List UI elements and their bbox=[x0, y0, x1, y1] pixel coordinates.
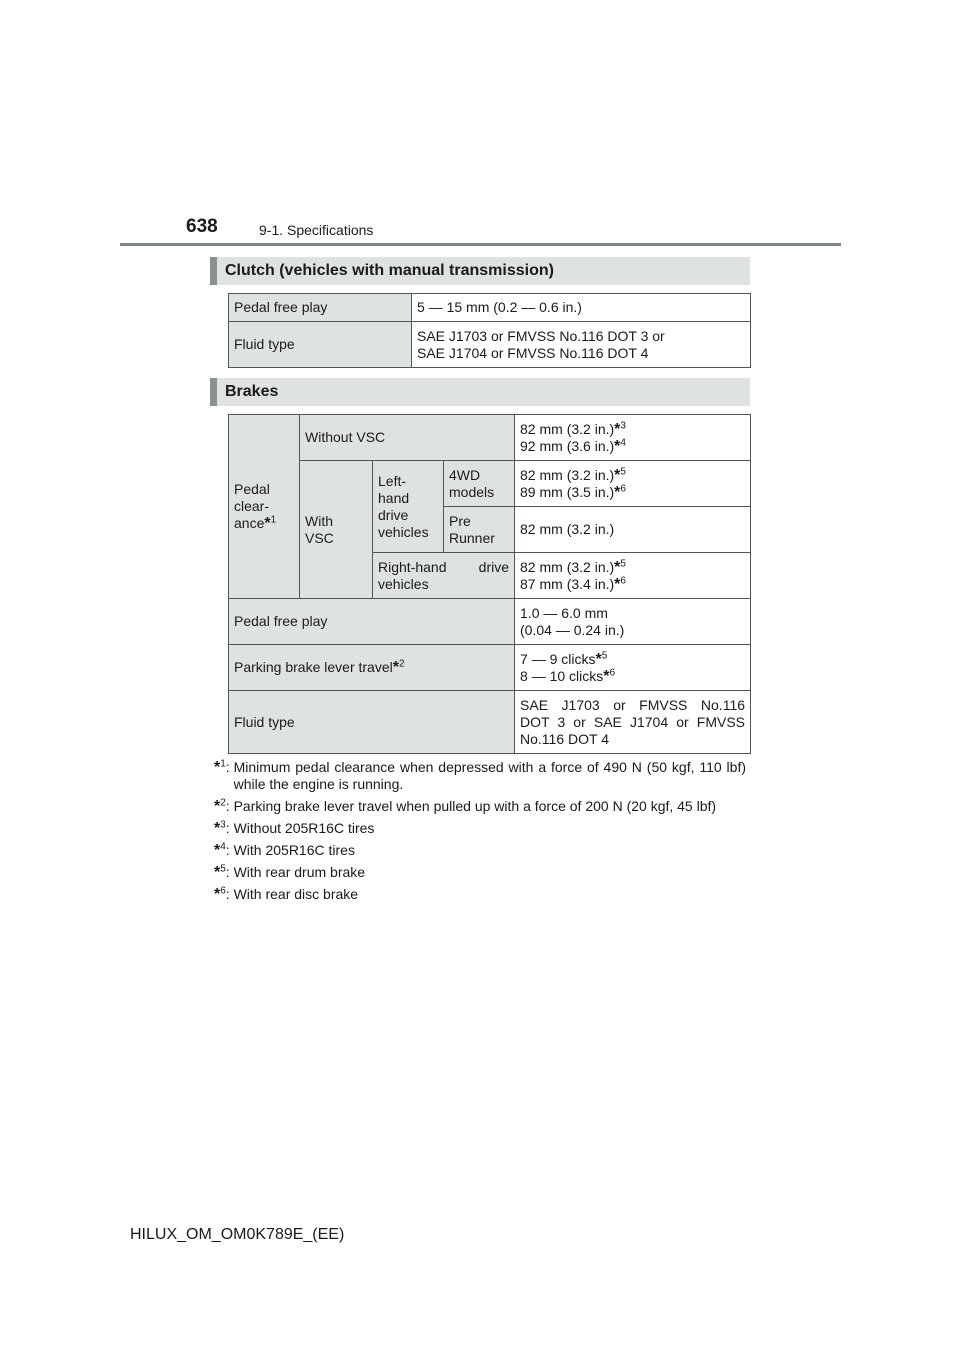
footnote-ref: 6 bbox=[620, 574, 626, 586]
asterisk-icon: * bbox=[614, 466, 621, 484]
footnote-number: 4 bbox=[220, 841, 226, 853]
footnote-text: With 205R16C tires bbox=[233, 842, 355, 858]
footnote-marker: *$^3$: bbox=[214, 819, 234, 837]
value-text: 82 mm (3.2 in.) bbox=[520, 466, 615, 483]
table-row bbox=[229, 415, 751, 461]
clutch-fluid-value bbox=[412, 322, 751, 368]
label-line: VSC bbox=[305, 529, 334, 546]
footnote bbox=[214, 798, 746, 815]
value-line bbox=[520, 576, 745, 593]
footnote-marker: *$^5$: bbox=[214, 863, 234, 881]
brakes-table bbox=[228, 414, 751, 754]
without-vsc-label: Without VSC bbox=[300, 415, 515, 461]
4wd-label bbox=[444, 461, 515, 507]
table-row bbox=[229, 645, 751, 691]
footnote-number: 5 bbox=[220, 863, 226, 875]
value-line bbox=[520, 421, 745, 438]
footnote-marker: *$^1$: bbox=[214, 758, 234, 776]
value-line: DOT 3 or SAE J1704 or FMVSS bbox=[520, 713, 746, 730]
footnotes bbox=[214, 759, 746, 908]
with-vsc-label bbox=[300, 461, 373, 599]
footnote-number: 1 bbox=[220, 758, 226, 770]
footnote-marker: *$^6$: bbox=[214, 885, 234, 903]
label-line: vehicles bbox=[378, 523, 429, 540]
page-number: 638 bbox=[186, 216, 218, 237]
footnote-text: Parking brake lever travel when pulled up with a force of 200 N (20 kgf, 45 lbf) bbox=[233, 798, 717, 814]
value-line: SAE J1703 or FMVSS No.116 bbox=[520, 696, 746, 713]
footnote-text: Without 205R16C tires bbox=[233, 820, 375, 836]
value-line: SAE J1704 or FMVSS No.116 DOT 4 bbox=[417, 344, 649, 361]
footnote-ref: 6 bbox=[620, 482, 626, 494]
lever-travel-value bbox=[515, 645, 751, 691]
prerunner-value: 82 mm (3.2 in.) bbox=[515, 507, 751, 553]
lhd-label bbox=[373, 461, 444, 553]
footnote-ref: 5 bbox=[620, 557, 626, 569]
rhd-value bbox=[515, 553, 751, 599]
footnote-text: Minimum pedal clearance when depressed with a force of 490 N (50 kgf, 110 lbf) while the engine is running. bbox=[233, 759, 746, 792]
asterisk-icon: * bbox=[214, 798, 221, 815]
asterisk-icon: * bbox=[614, 483, 621, 501]
label-line: Pre bbox=[449, 512, 471, 529]
brake-fluid-value bbox=[515, 691, 751, 754]
footnote-marker: *$^2$: bbox=[214, 797, 234, 815]
value-line bbox=[520, 438, 745, 455]
label-line: With bbox=[305, 512, 333, 529]
4wd-value bbox=[515, 461, 751, 507]
footnote-number: 2 bbox=[220, 797, 226, 809]
asterisk-icon: * bbox=[214, 842, 221, 859]
label-line: drive bbox=[378, 506, 409, 523]
value-text: 92 mm (3.6 in.) bbox=[520, 437, 615, 454]
clutch-table bbox=[228, 293, 751, 368]
footnote bbox=[214, 864, 746, 881]
label-line: 4WD bbox=[449, 466, 481, 483]
asterisk-icon: * bbox=[614, 558, 621, 576]
clutch-free-play-value: 5 — 15 mm (0.2 — 0.6 in.) bbox=[412, 294, 751, 322]
without-vsc-value bbox=[515, 415, 751, 461]
footnote-marker: *$^4$: bbox=[214, 841, 234, 859]
footnote bbox=[214, 842, 746, 859]
value-line bbox=[520, 651, 745, 668]
value-text: 87 mm (3.4 in.) bbox=[520, 575, 615, 592]
clutch-fluid-label: Fluid type bbox=[229, 322, 412, 368]
rhd-label bbox=[373, 553, 515, 599]
footnote-ref: 5 bbox=[620, 465, 626, 477]
label-line: Pedal bbox=[234, 481, 270, 497]
footnote-ref: 5 bbox=[601, 649, 608, 661]
footnote-ref: 6 bbox=[609, 666, 616, 678]
label-line: Runner bbox=[449, 529, 495, 546]
value-text: 8 — 10 clicks bbox=[520, 667, 604, 684]
brakes-heading: Brakes bbox=[210, 378, 750, 406]
table-row bbox=[229, 461, 751, 507]
brake-free-play-value bbox=[515, 599, 751, 645]
footnote-number: 6 bbox=[220, 885, 226, 897]
clutch-free-play-label: Pedal free play bbox=[229, 294, 412, 322]
table-row bbox=[229, 322, 751, 368]
asterisk-icon: * bbox=[614, 420, 621, 438]
footnote bbox=[214, 820, 746, 837]
label-line: vehicles bbox=[378, 575, 429, 592]
asterisk-icon: * bbox=[264, 515, 271, 532]
footnote-ref: 4 bbox=[620, 436, 626, 448]
footnote bbox=[214, 759, 746, 793]
section-title: 9-1. Specifications bbox=[259, 222, 374, 238]
footnote-text: With rear disc brake bbox=[233, 886, 359, 902]
asterisk-icon: * bbox=[214, 820, 221, 837]
asterisk-icon: * bbox=[214, 759, 221, 776]
label-line: clear- bbox=[234, 498, 270, 514]
asterisk-icon: * bbox=[214, 886, 221, 903]
brake-fluid-label: Fluid type bbox=[229, 691, 515, 754]
label-line: Left- bbox=[378, 472, 407, 489]
table-row bbox=[229, 294, 751, 322]
value-line: No.116 DOT 4 bbox=[520, 730, 609, 747]
clutch-heading: Clutch (vehicles with manual transmission) bbox=[210, 257, 750, 285]
value-line bbox=[520, 668, 745, 685]
footnote-number: 3 bbox=[220, 819, 226, 831]
footnote bbox=[214, 886, 746, 903]
brake-free-play-label: Pedal free play bbox=[229, 599, 515, 645]
document-footer: HILUX_OM_OM0K789E_(EE) bbox=[130, 1226, 345, 1243]
prerunner-label bbox=[444, 507, 515, 553]
label-line: models bbox=[449, 483, 495, 500]
table-row bbox=[229, 599, 751, 645]
footnote-ref: 2 bbox=[398, 658, 405, 670]
pedal-clearance-label bbox=[229, 415, 300, 599]
value-text: 89 mm (3.5 in.) bbox=[520, 483, 615, 500]
value-line: (0.04 — 0.24 in.) bbox=[520, 621, 625, 638]
label-line: hand bbox=[378, 489, 410, 506]
value-line bbox=[520, 467, 745, 484]
value-text: 82 mm (3.2 in.) bbox=[520, 558, 615, 575]
value-line: SAE J1703 or FMVSS No.116 DOT 3 or bbox=[417, 327, 665, 344]
asterisk-icon: * bbox=[595, 650, 602, 668]
lever-travel-label bbox=[229, 645, 515, 691]
asterisk-icon: * bbox=[392, 659, 399, 676]
table-row bbox=[229, 691, 751, 754]
footnote-text: With rear drum brake bbox=[233, 864, 366, 880]
value-line bbox=[520, 559, 745, 576]
asterisk-icon: * bbox=[614, 575, 621, 593]
footnote-ref: 3 bbox=[620, 419, 626, 431]
label-line bbox=[234, 515, 294, 532]
asterisk-icon: * bbox=[614, 437, 621, 455]
header-divider bbox=[120, 243, 841, 246]
value-text: 82 mm (3.2 in.) bbox=[520, 420, 615, 437]
label-line: Right-hand drive bbox=[378, 558, 510, 575]
footnote-ref: 1 bbox=[270, 514, 277, 526]
asterisk-icon: * bbox=[603, 667, 610, 685]
value-line: 1.0 — 6.0 mm bbox=[520, 604, 608, 621]
value-text: 7 — 9 clicks bbox=[520, 650, 596, 667]
label-text: ance bbox=[234, 515, 265, 531]
asterisk-icon: * bbox=[214, 864, 221, 881]
value-line bbox=[520, 484, 745, 501]
label-text: Parking brake lever travel bbox=[234, 659, 393, 675]
